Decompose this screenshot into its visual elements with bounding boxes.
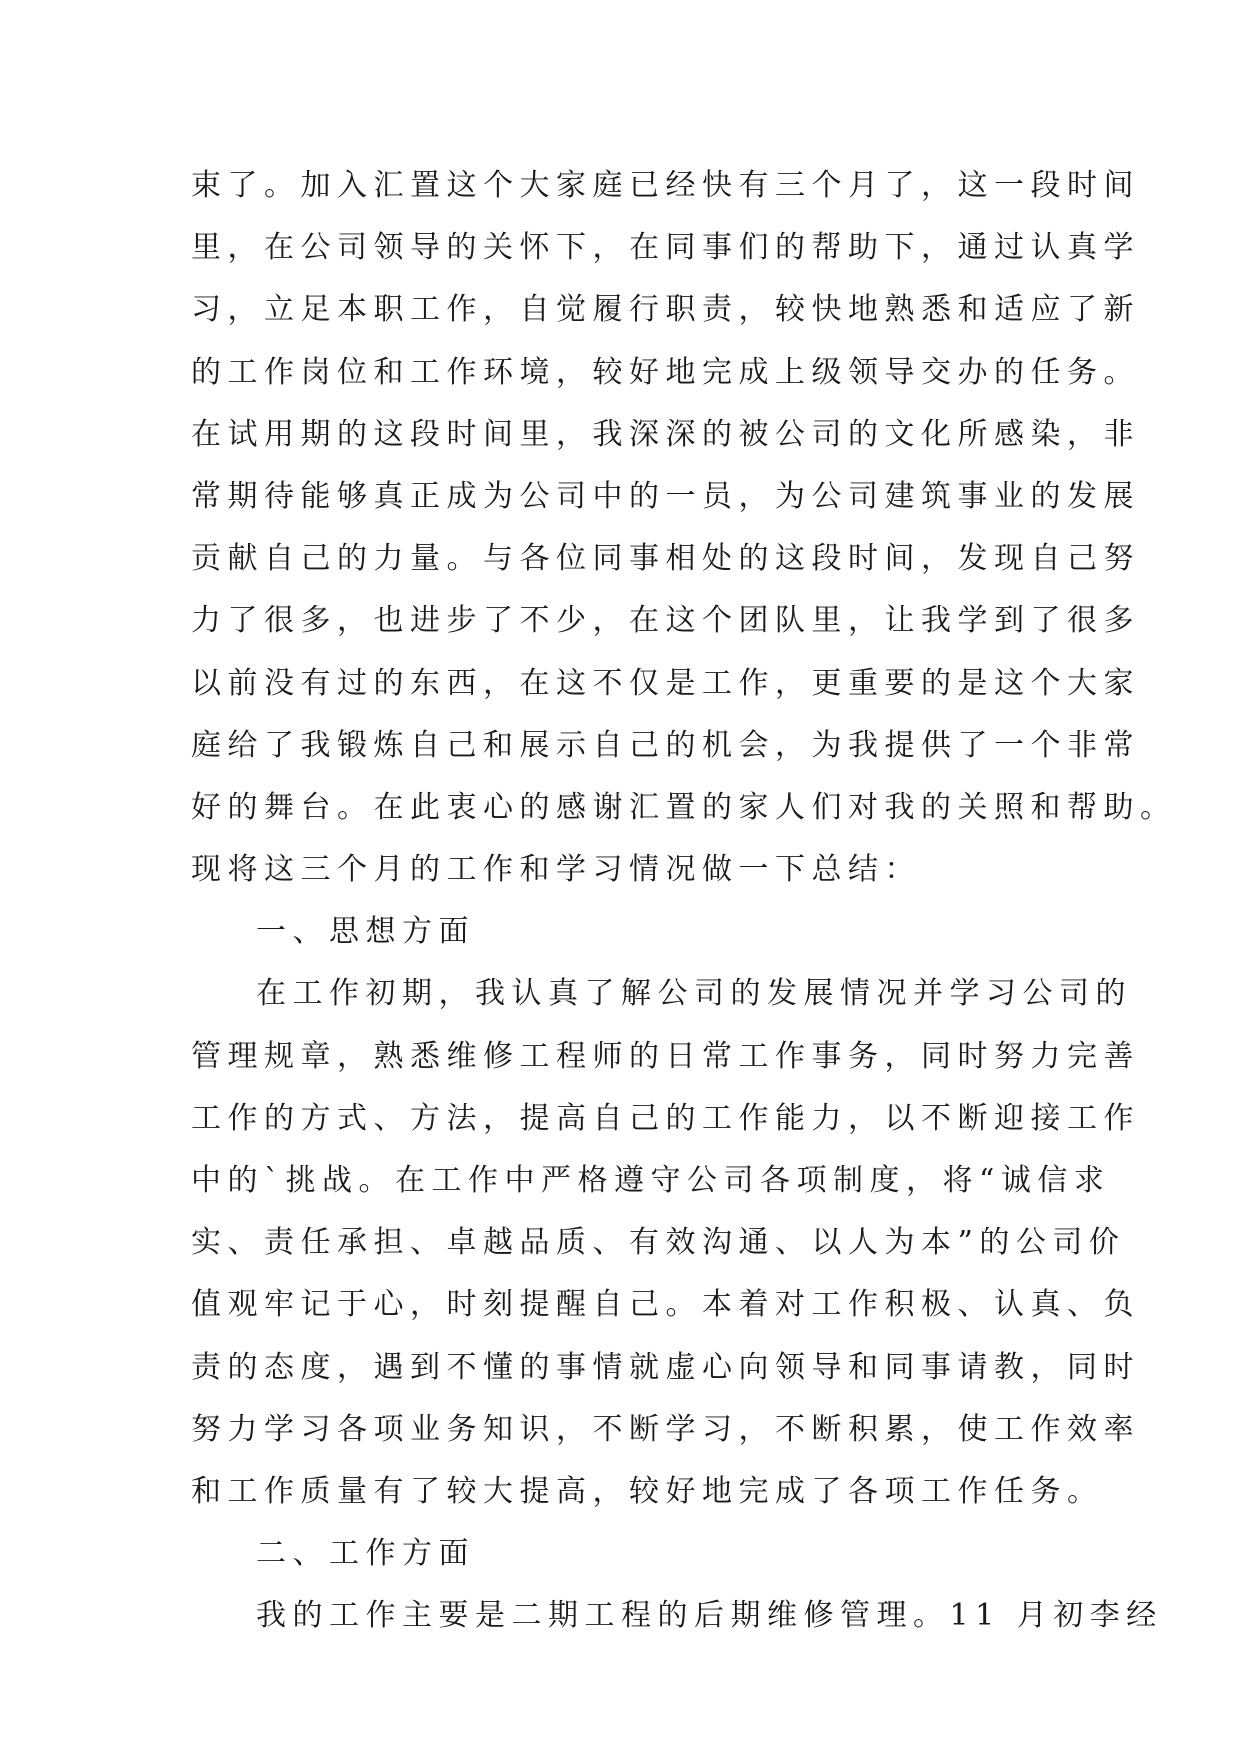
section-heading: 一、思想方面 [256, 914, 475, 950]
text-line: 中的`挑战。在工作中严格遵守公司各项制度，将“诚信求 [191, 1163, 1111, 1198]
section-heading: 二、工作方面 [256, 1536, 475, 1572]
body-text [191, 155, 1177, 1648]
text-line: 工作的方式、方法，提高自己的工作能力，以不断迎接工作 [191, 1100, 1140, 1136]
text-line: 常期待能够真正成为公司中的一员，为公司建筑事业的发展 [191, 478, 1140, 514]
text-line: 里，在公司领导的关怀下，在同事们的帮助下，通过认真学 [191, 230, 1140, 266]
paragraph-first-line: 我的工作主要是二期工程的后期维修管理。11 月初李经 [256, 1598, 1163, 1634]
text-line: 现将这三个月的工作和学习情况做一下总结： [191, 852, 921, 888]
text-line: 在试用期的这段时间里，我深深的被公司的文化所感染，非 [191, 416, 1140, 452]
text-line: 管理规章，熟悉维修工程师的日常工作事务，同时努力完善 [191, 1038, 1140, 1074]
text-line: 和工作质量有了较大提高，较好地完成了各项工作任务。 [191, 1473, 1104, 1509]
text-line: 习，立足本职工作，自觉履行职责，较快地熟悉和适应了新 [191, 292, 1140, 328]
text-line: 庭给了我锻炼自己和展示自己的机会，为我提供了一个非常 [191, 727, 1140, 763]
text-line: 力了很多，也进步了不少，在这个团队里，让我学到了很多 [191, 603, 1140, 639]
text-line: 贡献自己的力量。与各位同事相处的这段时间，发现自己努 [191, 541, 1140, 577]
text-line: 以前没有过的东西，在这不仅是工作，更重要的是这个大家 [191, 665, 1140, 701]
text-line: 束了。加入汇置这个大家庭已经快有三个月了，这一段时间 [191, 168, 1140, 203]
text-line: 努力学习各项业务知识，不断学习，不断积累，使工作效率 [191, 1411, 1140, 1447]
paragraph-first-line: 在工作初期，我认真了解公司的发展情况并学习公司的 [256, 976, 1132, 1012]
text-line: 实、责任承担、卓越品质、有效沟通、以人为本”的公司价 [191, 1225, 1126, 1261]
text-line: 好的舞台。在此衷心的感谢汇置的家人们对我的关照和帮助。 [191, 789, 1177, 825]
text-line: 责的态度，遇到不懂的事情就虚心向领导和同事请教，同时 [191, 1349, 1140, 1385]
text-line: 值观牢记于心，时刻提醒自己。本着对工作积极、认真、负 [191, 1287, 1140, 1323]
text-line: 的工作岗位和工作环境，较好地完成上级领导交办的任务。 [191, 354, 1140, 390]
